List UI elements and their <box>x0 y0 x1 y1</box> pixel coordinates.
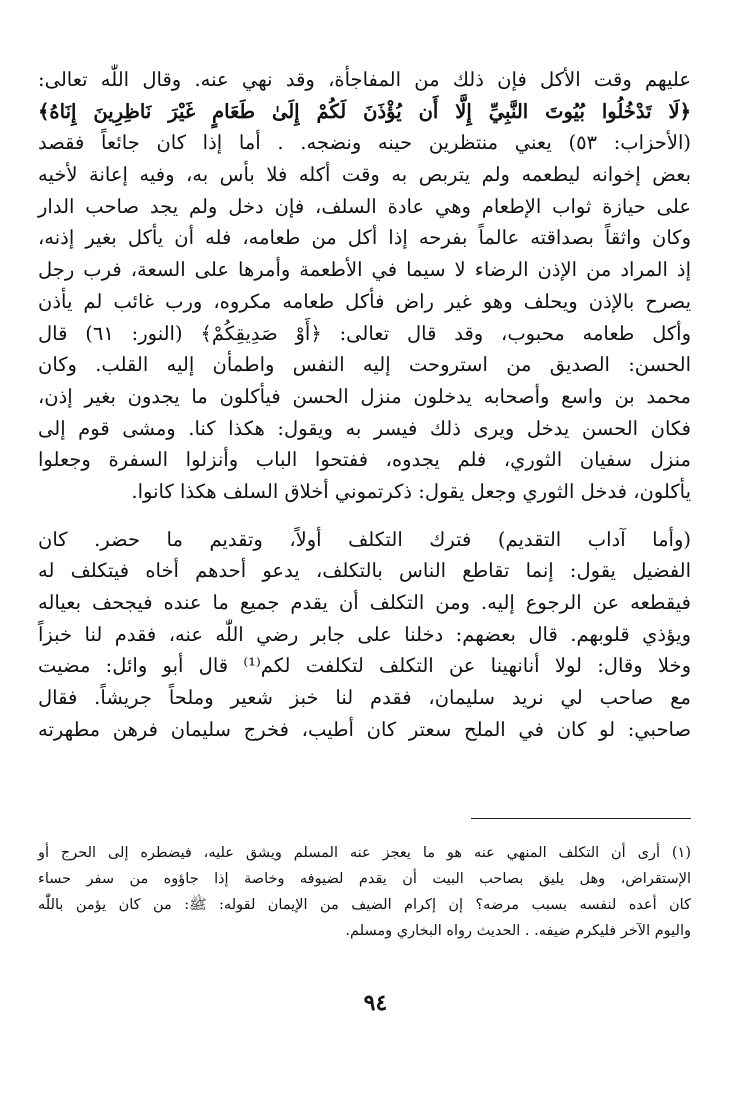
text-line: فكان الحسن يدخل ويرى ذلك فيسر به ويقول: هكذا كنا. ومشى قوم إلى <box>38 416 691 440</box>
text-line: يأكلون، فدخل الثوري وجعل يقول: ذكرتموني أخلاق السلف هكذا كانوا. <box>131 479 691 503</box>
text-line: محمد بن واسع وأصحابه يدخلون منزل الحسن فيأكلون ما يجدون بغير إذن، <box>38 384 691 408</box>
footnote-line: (١) أرى أن التكلف المنهي عنه هو ما يعجز عنه المسلم ويشق عليه، فيضطره إلى الحرج أو <box>38 845 691 861</box>
text-line: الفضيل يقول: إنما تقاطع الناس بالتكلف، يدعو أحدهم أخاه فيتكلف له <box>38 559 691 583</box>
text-line: بعض إخوانه ليطعمه ولم يتربص به وقت أكله فلا بأس به، وفيه إعانة لأخيه <box>38 163 691 187</box>
text-line: إذ المراد من الإذن الرضاء لا سيما في الأطعمة وأمرها على السعة، فرب رجل <box>38 258 691 282</box>
footnote-separator <box>471 818 691 819</box>
text-line: يصرح بالإذن ويحلف وهو غير راض فأكل طعامه مكروه، ورب غائب لم يأذن <box>38 289 691 313</box>
text-line: وخلا وقال: لولا أنانهينا عن التكلف لتكلفت لكم⁽¹⁾ قال أبو وائل: مضيت <box>38 654 692 678</box>
text-line: على حيازة ثواب الإطعام وهي عادة السلف، فإن دخل ولم يجد صاحب الدار <box>38 194 691 218</box>
footnote-line: الإستقراض، وهل يليق بصاحب البيت أن يقدم لضيوفه وخاصة إذا جاؤوه من سفر حساء <box>38 871 691 887</box>
text-line: صاحبي: لو كان في الملح سعتر كان أطيب، فخرج سليمان فرهن مطهرته <box>38 717 691 741</box>
text-line: مع صاحب لي نريد سليمان، فقدم لنا خبز شعير وملحاً جريشاً. فقال <box>38 686 691 710</box>
text-line: فيقطعه عن الرجوع إليه. ومن التكلف أن يقدم جميع ما عنده فيجحف بعياله <box>38 591 691 614</box>
text-line: (وأما آداب التقديم) فترك التكلف أولاً، وتقديم ما حضر. كان <box>38 527 691 551</box>
text-line: وكان واثقاً بصداقته عالماً بفرحه إذا أكل من طعامه، فله أن يأكل بغير إذنه، <box>38 226 691 250</box>
page-number: ٩٤ <box>363 990 388 1016</box>
text-line: وأكل طعامه محبوب، وقد قال تعالى: ﴿أَوْ صَدِيقِكُمْ﴾ (النور: ٦١) قال <box>38 321 691 345</box>
main-text <box>38 64 691 745</box>
text-line: الحسن: الصديق من استروحت إليه النفس واطمأن إليه القلب. وكان <box>38 353 691 377</box>
text-line: منزل سفيان الثوري، فلم يجدوه، ففتحوا الباب وأنزلوا السفرة وجعلوا <box>38 448 691 472</box>
text-line: عليهم وقت الأكل فإن ذلك من المفاجأة، وقد نهي عنه. وقال اللّٰه تعالى: <box>38 68 691 91</box>
footnote-line: كان أعده لنفسه بسبب مرضه؟ إن إكرام الضيف من الإيمان لقوله: ﷺ: من كان يؤمن باللّٰه <box>38 897 691 913</box>
footnotes <box>38 840 691 944</box>
text-line: ويؤذي قلوبهم. قال بعضهم: دخلنا على جابر رضي اللّٰه عنه، فقدم لنا خبزاً <box>38 622 691 646</box>
footnote-line: واليوم الآخر فليكرم ضيفه. . الحديث رواه البخاري ومسلم. <box>345 923 691 939</box>
paragraph-gap <box>38 508 691 524</box>
text-line: (الأحزاب: ٥٣) يعني منتظرين حينه ونضجه. . أما إذا كان جائعاً فقصد <box>38 131 691 155</box>
quran-verse-line: ﴿لَا تَدْخُلُوا بُيُوتَ النَّبِيِّ إِلَّا أَن يُؤْذَنَ لَكُمْ إِلَىٰ طَعَامٍ غَيْرَ نَاظِرِينَ إِنَاهُ﴾ <box>38 99 691 123</box>
